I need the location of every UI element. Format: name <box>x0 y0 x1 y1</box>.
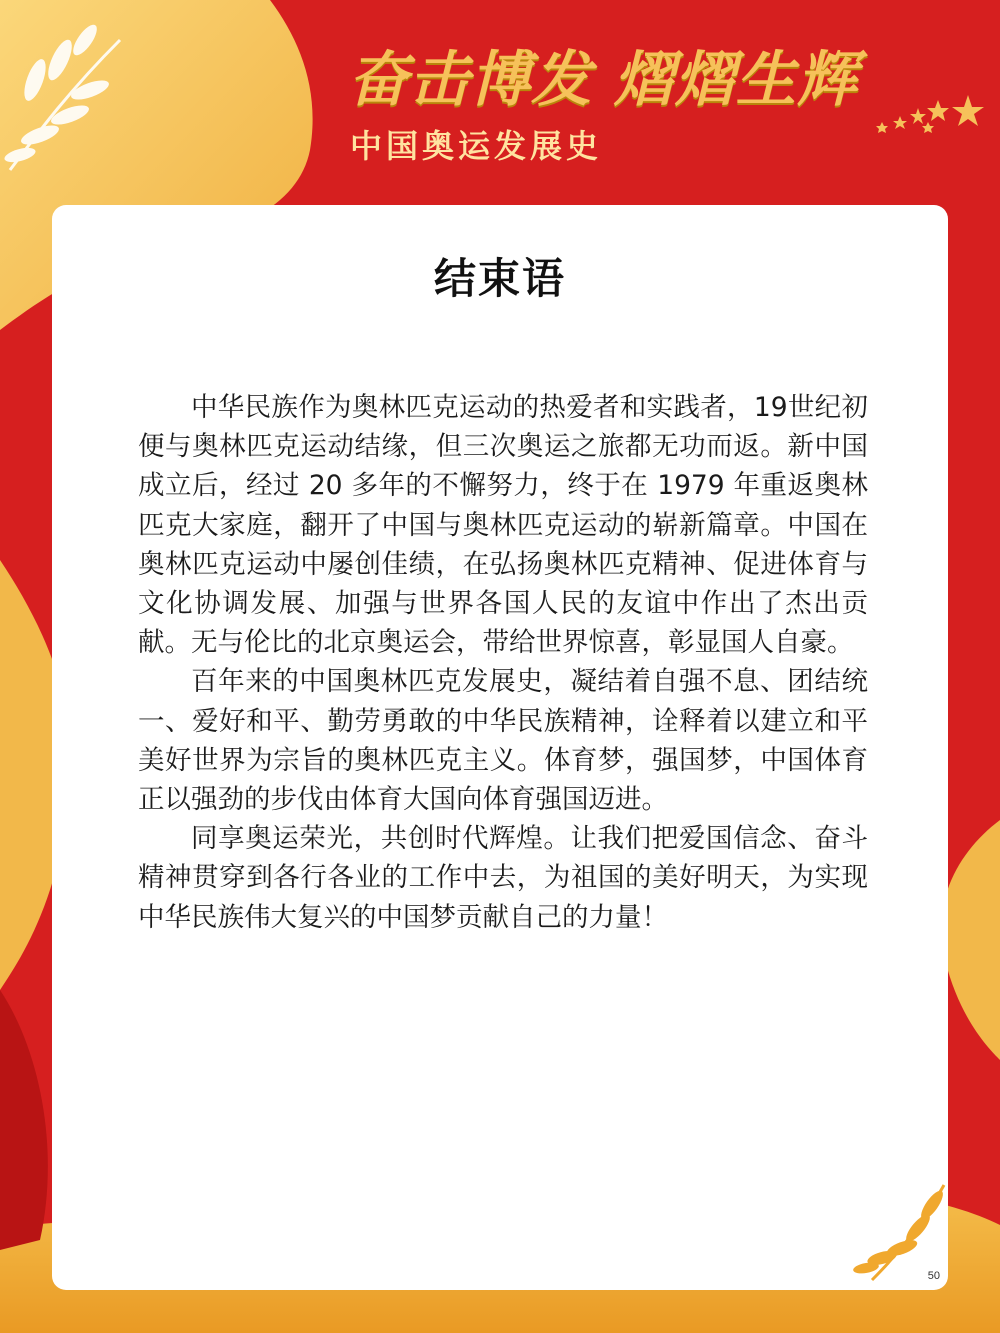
star-cluster-icon <box>868 90 988 140</box>
page-number: 50 <box>927 1270 940 1282</box>
wheat-branch-icon <box>0 20 140 180</box>
paragraph-1: 中华民族作为奥林匹克运动的热爱者和实践者，19世纪初便与奥林匹克运动结缘，但三次奥运之旅都无功而返。新中国成立后，经过 20 多年的不懈努力，终于在 1979 年重返奥林匹克大家庭，翻开了中国与奥林匹克运动的崭新篇章。中国在奥林匹克运动中屡创佳绩，在弘扬奥林匹克精神、促进体育与文化协调发展、加强与世界各国人民的友谊中作出了杰出贡献。无与伦比的北京奥运会，带给世界惊喜，彰显国人自豪。 <box>138 392 868 659</box>
page-header-title: 奋击博发 熠熠生辉 <box>348 45 858 115</box>
paragraph-2: 百年来的中国奥林匹克发展史，凝结着自强不息、团结统一、爱好和平、勤劳勇敢的中华民族精神，诠释着以建立和平美好世界为宗旨的奥林匹克主义。体育梦，强国梦，中国体育正以强劲的步伐由体育大国向体育强国迈进。 <box>138 666 868 816</box>
body-text <box>138 388 868 937</box>
page-header-subtitle: 中国奥运发展史 <box>350 127 603 165</box>
paragraph-3: 同享奥运荣光，共创时代辉煌。让我们把爱国信念、奋斗精神贯穿到各行各业的工作中去，为祖国的美好明天，为实现中华民族伟大复兴的中国梦贡献自己的力量！ <box>138 823 868 933</box>
content-card <box>52 205 948 1290</box>
section-title: 结束语 <box>433 254 566 303</box>
